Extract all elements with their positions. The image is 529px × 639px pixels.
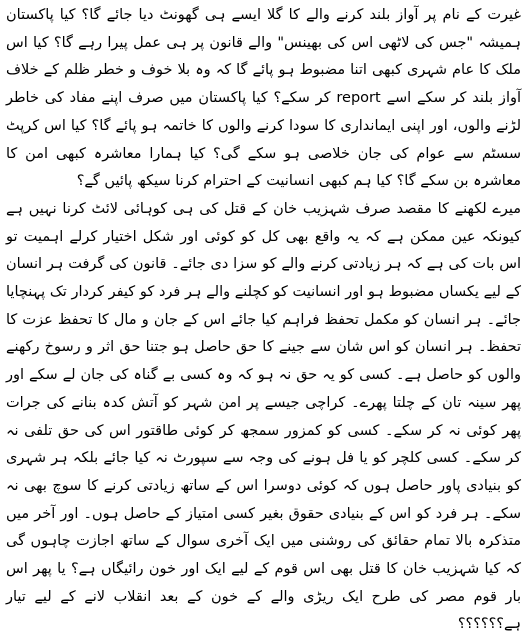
article-paragraph-questions: غیرت کے نام پر آواز بلند کرنے والے کا گلا ایسے ہی گھونٹ دیا جائے گا؟ کیا پاکستان ہمیشہ "جس کی لاٹھی اس کی بھینس" والے قانون پر ہی عمل پیرا رہے گا؟ کیا اس ملک کا عام شہری کبھی اتنا مضبوط ہو پائے گا کہ وہ بلا خوف و خطر ظلم کے خلاف آواز بلند کر سکے اسے report کر سکے؟ کیا پاکستان میں صرف اپنے مفاد کی خاطر لڑنے والوں، اور اپنی ایمانداری کا سودا کرنے والوں کا خاتمہ ہو پائے گا؟ کیا اس کرپٹ سسٹم سے عوام کی جان خلاصی ہو سکے گی؟ کیا ہمارا معاشرہ کبھی امن کا معاشرہ بن سکے گا؟ کیا ہم کبھی انسانیت کے احترام کرنا سیکھ پائیں گے؟ — [6, 7, 521, 190]
article-paragraph-purpose: میرے لکھنے کا مقصد صرف شہزیب خان کے قتل کی ہی کوہائی لائٹ کرنا نہیں ہے کیونکہ عین ممکن ہے کہ یہ واقع بھی کل کو کوئی اور شکل اختیار کرلے اہمیت تو اس بات کی ہے کہ ہر زیادتی کرنے والے کو سزا دی جائے۔ قانون کی گرفت ہر انسان کے لیے یکساں مضبوط ہو اور انسانیت کو کچلنے والے ہر فرد کو کیفر کردار تک پہنچایا جائے۔ ہر انسان کو مکمل تحفظ فراہم کیا جائے اس کے جان و مال کا تحفظ عزت کا تحفظ۔ ہر انسان کو اس شان سے جینے کا حق حاصل ہو جتنا حق اثر و رسوخ رکھنے والوں کو حاصل ہے۔ کسی کو یہ حق نہ ہو کہ وہ کسی بے گناہ کی جان لے سکے اور پھر سینہ تان کے چلتا پھرے۔ کراچی جیسے پر امن شہر کو آتش کدہ بنانے کی جرات پھر کوئی نہ کر سکے۔ کسی کو کمزور سمجھ کر کوئی طاقتور اس کی حق تلفی نہ کر سکے۔ کسی کلچر کو یا فل ہونے کی وجہ سے سپورٹ نہ کیا جائے بلکہ ہر شہری کو بنیادی پاور حاصل ہوں کہ کوئی دوسرا اس کے ساتھ زیادتی کرنے کا سوچ بھی نہ سکے۔ ہر فرد کو اس کے بنیادی حقوق بغیر کسی امتیاز کے حاصل ہوں۔ اور آخر میں متذکرہ بالا تمام حقائق کی روشنی میں ایک آخری سوال کے ساتھ اجازت چاہوں گی کہ کیا شہزیب خان کا قتل بھی اس قوم کے لیے ایک اور خون رائیگاں ہے؟ یا پھر اس بار قوم مصر کی طرح ایک ریڑی والے کے خون کے بعد انقلاب لانے کے لیے تیار ہے؟؟؟؟؟؟ — [6, 200, 521, 633]
